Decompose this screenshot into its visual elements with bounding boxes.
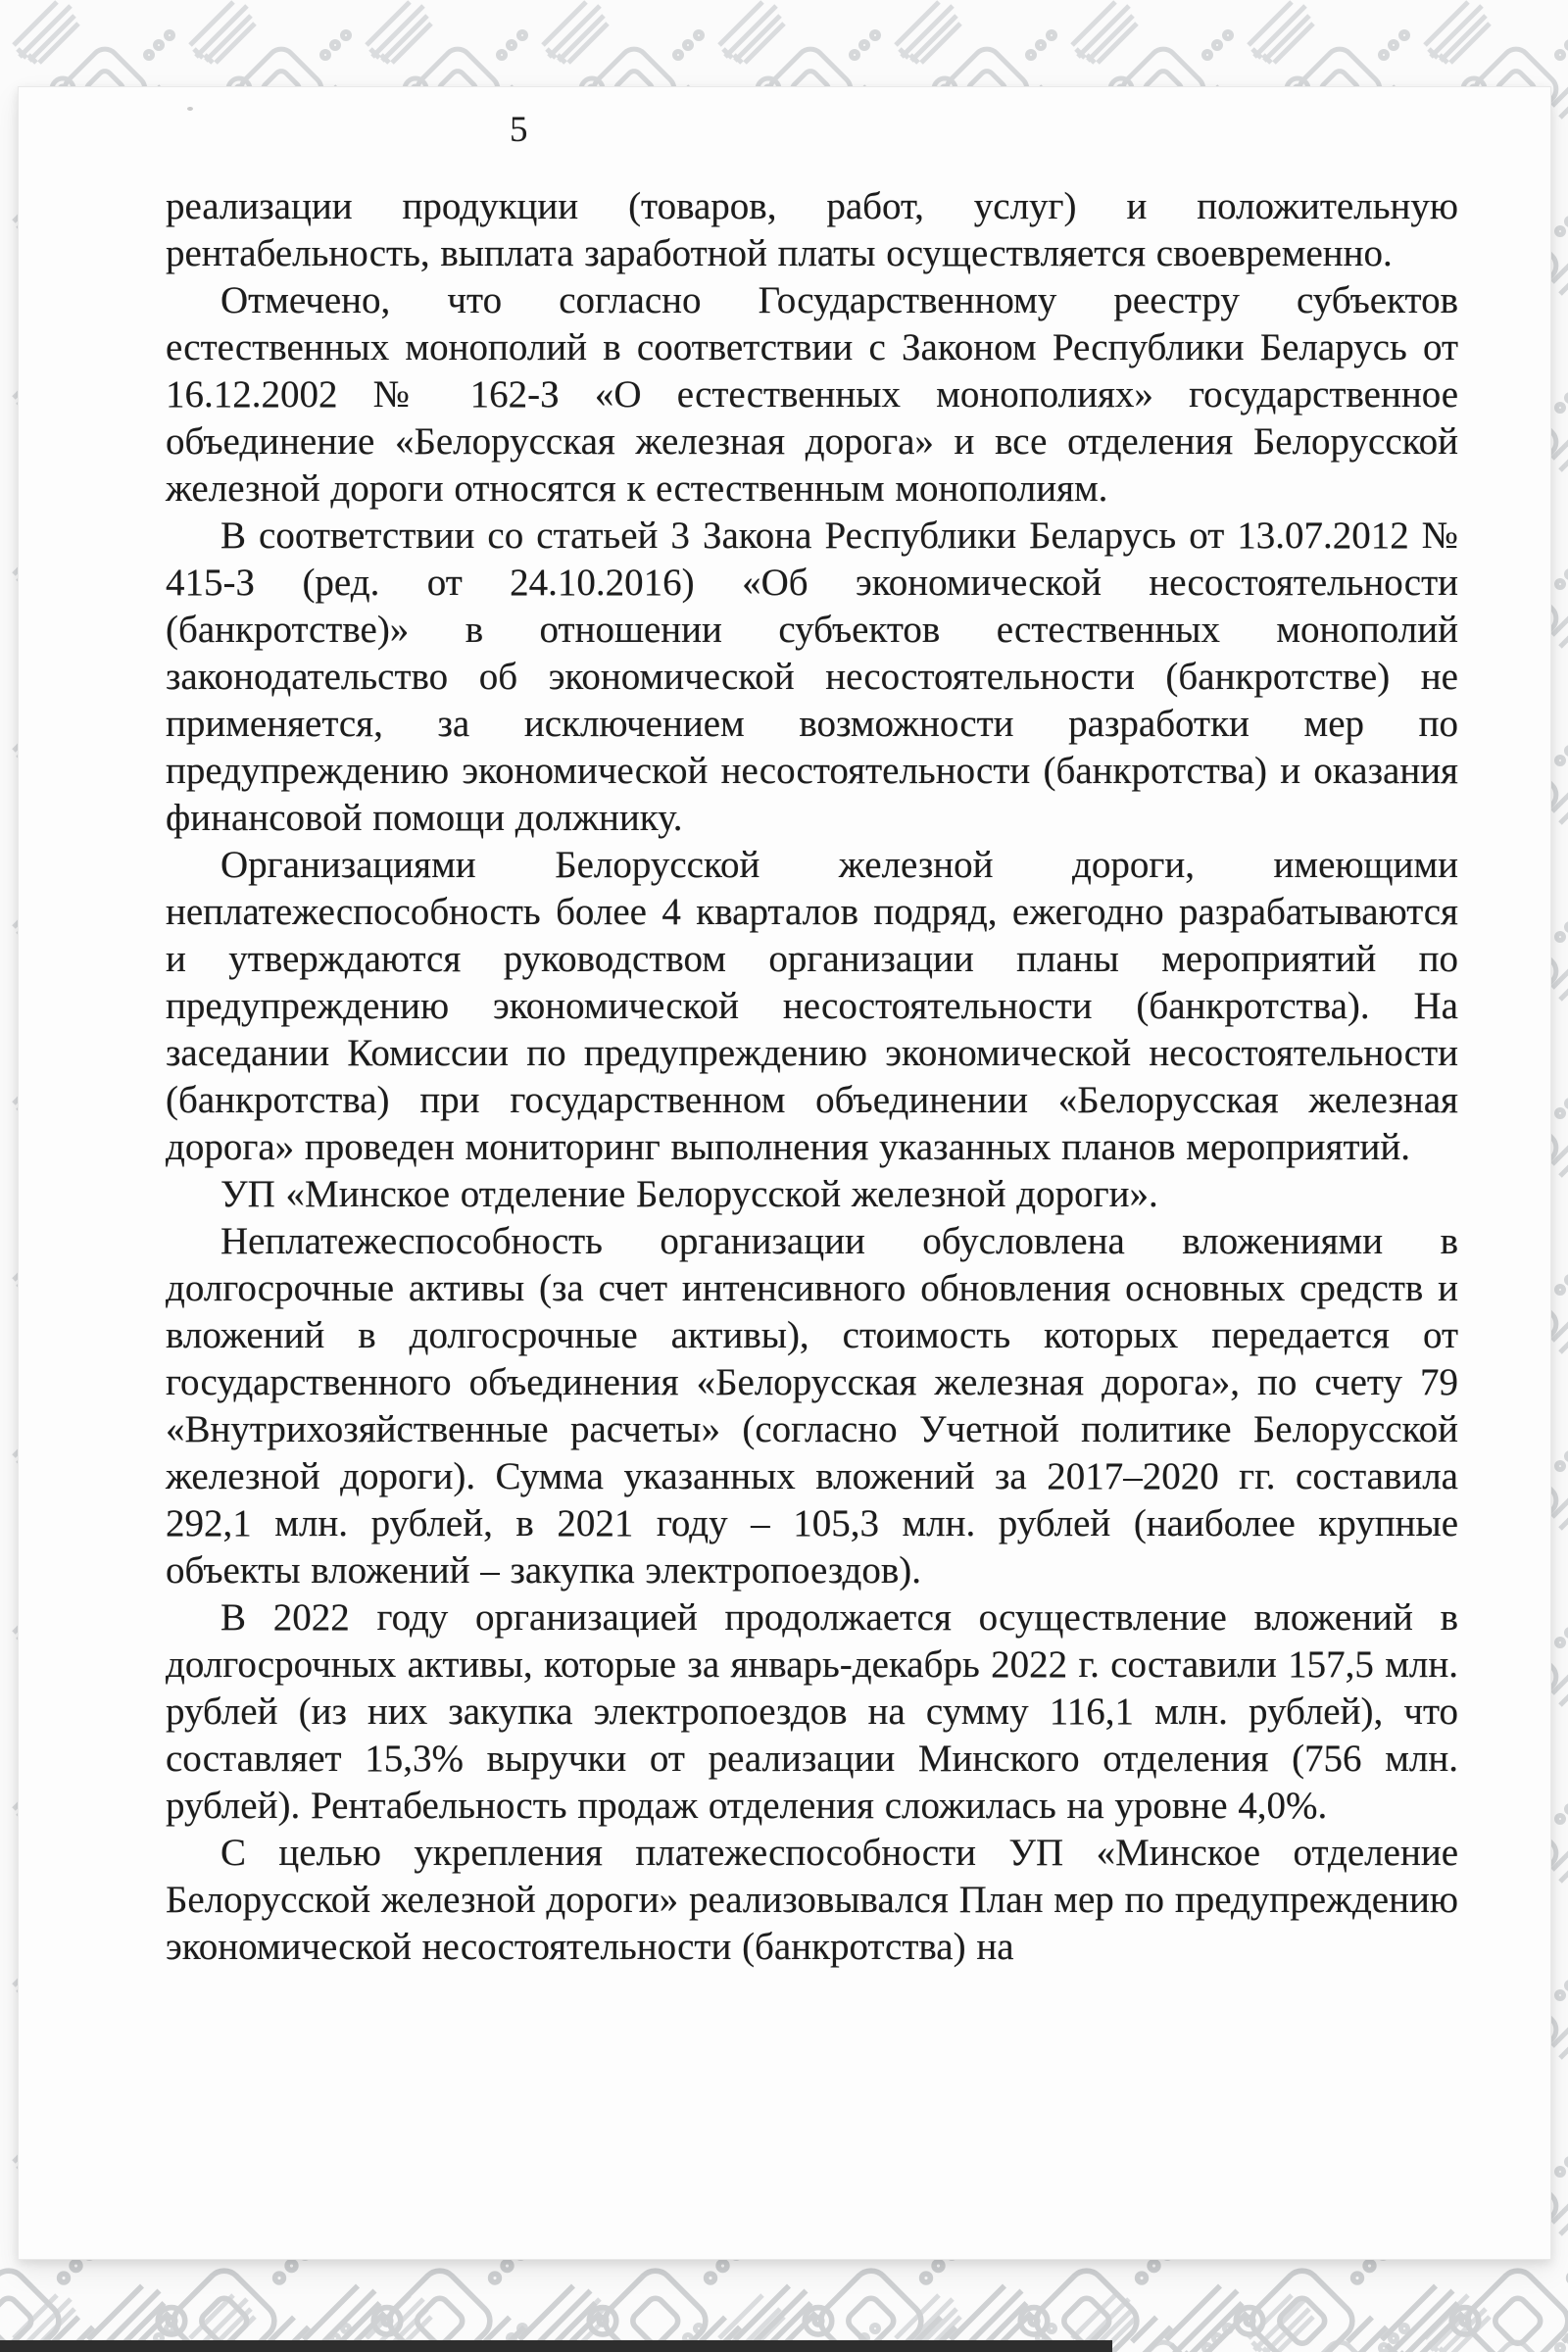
paragraph-up-minskoe: УП «Минское отделение Белорусской железной дороги».: [220, 1173, 1158, 1215]
paragraph-realizatsii: реализации продукции (товаров, работ, услуг) и положительную рентабельность, выплата заработной платы осуществляется своевременно.: [166, 185, 1458, 274]
paragraph-s-tselyu: С целью укрепления платежеспособности УП «Минское отделение Белорусской железной дороги» реализовывался План мер по предупреждению экономической несостоятельности (банкротства) на: [166, 1832, 1458, 1968]
document-body: [166, 183, 1458, 1971]
scan-edge-bar: [0, 2340, 1112, 2352]
paragraph-organizatsiyami: Организациями Белорусской железной дороги, имеющими неплатежеспособность более 4 кварталов подряд, ежегодно разрабатываются и утверждаются руководством организации планы мероприятий по предупреждению экономической несостоятельности (банкротства). На заседании Комиссии по предупреждению экономической несостоятельности (банкротства) при государственном объединении «Белорусская железная дорога» проведен мониторинг выполнения указанных планов мероприятий.: [166, 844, 1458, 1168]
scan-artifact: [187, 107, 193, 111]
page-number: 5: [510, 110, 528, 150]
paragraph-v-sootvetstvii: В соответствии со статьей 3 Закона Республики Беларусь от 13.07.2012 № 415-З (ред. от 24.10.2016) «Об экономической несостоятельности (банкротстве)» в отношении субъектов естественных монополий законодательство об экономической несостоятельности (банкротстве) не применяется, за исключением возможности разработки мер по предупреждению экономической несостоятельности (банкротства) и оказания финансовой помощи должнику.: [166, 514, 1458, 839]
document-page: [18, 86, 1551, 2260]
paragraph-otmecheno: Отмечено, что согласно Государственному реестру субъектов естественных монополий в соответствии с Законом Республики Беларусь от 16.12.2002 № 162-З «О естественных монополиях» государственное объединение «Белорусская железная дорога» и все отделения Белорусской железной дороги относятся к естественным монополиям.: [166, 279, 1458, 510]
paragraph-v-2022-godu: В 2022 году организацией продолжается осуществление вложений в долгосрочных активы, которые за январь-декабрь 2022 г. составили 157,5 млн. рублей (из них закупка электропоездов на сумму 116,1 млн. рублей), что составляет 15,3% выручки от реализации Минского отделения (756 млн. рублей). Рентабельность продаж отделения сложилась на уровне 4,0%.: [166, 1596, 1458, 1827]
paragraph-neplatezhesposobnost: Неплатежеспособность организации обусловлена вложениями в долгосрочные активы (за счет интенсивного обновления основных средств и вложений в долгосрочные активы), стоимость которых передается от государственного объединения «Белорусская железная дорога», по счету 79 «Внутрихозяйственные расчеты» (согласно Учетной политике Белорусской железной дороги). Сумма указанных вложений за 2017–2020 гг. составила 292,1 млн. рублей, в 2021 году – 105,3 млн. рублей (наиболее крупные объекты вложений – закупка электропоездов).: [166, 1220, 1458, 1592]
